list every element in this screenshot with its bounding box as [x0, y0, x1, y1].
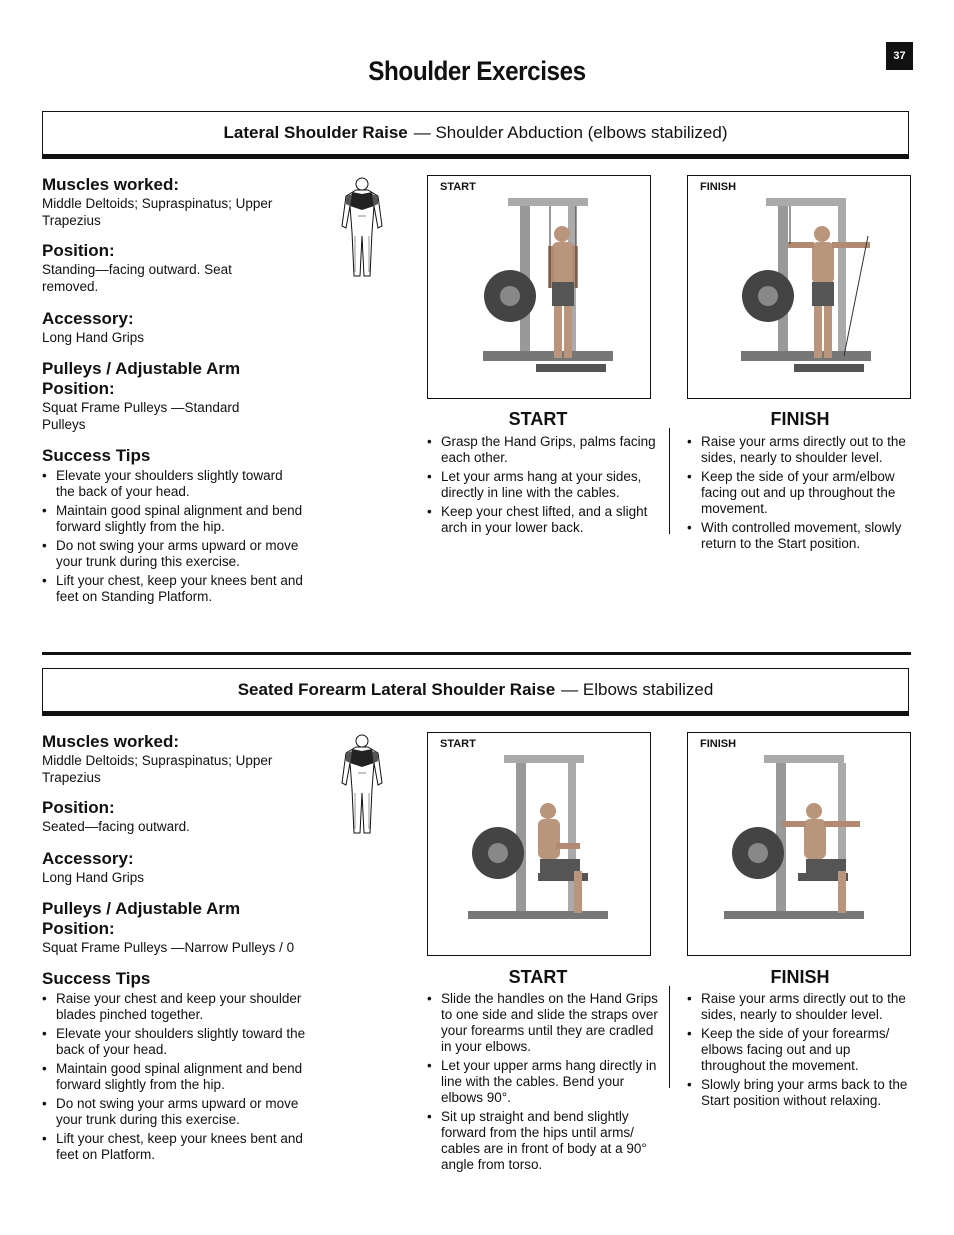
list-item: • Lift your chest, keep your knees bent and feet on Standing Platform. — [42, 573, 304, 605]
list-item: • Maintain good spinal alignment and bend forward slightly from the hip. — [42, 503, 304, 535]
list-item: • Slowly bring your arms back to the Start position without relaxing. — [687, 1077, 911, 1109]
section-divider — [42, 652, 911, 655]
photo-finish — [687, 175, 911, 399]
finish-heading: FINISH — [770, 409, 830, 429]
list-item: • Raise your arms directly out to the sides, nearly to shoulder level. — [687, 991, 911, 1023]
gym-machine-seated-start-image — [428, 733, 650, 955]
page-number: 37 — [886, 42, 913, 70]
position-text: Seated—facing outward. — [42, 819, 190, 834]
pulley-label-2: Position: — [42, 919, 115, 938]
list-item: • Elevate your shoulders slightly toward the back of your head. — [42, 468, 304, 500]
position-label: Position: — [42, 241, 115, 260]
list-item: • Maintain good spinal alignment and bend forward slightly from the hip. — [42, 1061, 314, 1093]
start-heading: START — [508, 409, 568, 429]
photo-tag: START — [440, 181, 476, 193]
gym-machine-standing-finish-image — [688, 176, 910, 398]
list-item: • Sit up straight and bend slightly forward from the hips until arms/ cables are in front of body at a 90° angle from torso. — [427, 1109, 661, 1173]
muscles-text: Middle Deltoids; Supraspinatus; Upper Trapezius — [42, 196, 273, 228]
accessory-label: Accessory: — [42, 309, 134, 328]
start-steps-list — [427, 991, 661, 1176]
list-item: • Raise your arms directly out to the sides, nearly to shoulder level. — [687, 434, 911, 466]
tips-label: Success Tips — [42, 446, 151, 465]
page-title: Shoulder Exercises — [368, 56, 586, 86]
photo-start — [427, 175, 651, 399]
list-item: • Keep the side of your arm/elbow facing out and up throughout the movement. — [687, 469, 911, 517]
list-item: • Grasp the Hand Grips, palms facing each other. — [427, 434, 657, 466]
position-label: Position: — [42, 798, 115, 817]
list-item: • With controlled movement, slowly return to the Start position. — [687, 520, 911, 552]
position-text: Standing—facing outward. Seat removed. — [42, 262, 232, 294]
section-2-info — [42, 732, 312, 1166]
accessory-text: Long Hand Grips — [42, 870, 145, 885]
tips-list — [42, 468, 304, 605]
section-title-bold: Lateral Shoulder Raise — [223, 123, 408, 142]
gym-machine-seated-finish-image — [688, 733, 910, 955]
photo-start — [427, 732, 651, 956]
tips-label: Success Tips — [42, 969, 151, 988]
muscles-text: Middle Deltoids; Supraspinatus; Upper Trapezius — [42, 753, 273, 785]
muscles-label: Muscles worked: — [42, 175, 179, 194]
list-item: • Let your arms hang at your sides, directly in line with the cables. — [427, 469, 657, 501]
finish-steps-list — [687, 434, 911, 555]
finish-heading: FINISH — [770, 967, 830, 987]
photo-tag: FINISH — [700, 181, 737, 193]
section-header-seated-raise — [42, 668, 909, 716]
pulley-text: Squat Frame Pulleys —Standard Pulleys — [42, 400, 240, 432]
list-item: • Do not swing your arms upward or move your trunk during this exercise. — [42, 538, 304, 570]
section-title-rest: — Shoulder Abduction (elbows stabilized) — [413, 123, 728, 142]
list-item: • Raise your chest and keep your shoulder blades pinched together. — [42, 991, 314, 1023]
section-title-bold: Seated Forearm Lateral Shoulder Raise — [237, 680, 556, 699]
accessory-text: Long Hand Grips — [42, 330, 145, 345]
photo-finish — [687, 732, 911, 956]
accessory-label: Accessory: — [42, 849, 134, 868]
divider — [669, 428, 670, 534]
photo-tag: START — [440, 738, 476, 750]
section-header-lateral-raise — [42, 111, 909, 159]
start-steps-list — [427, 434, 657, 539]
list-item: • Let your upper arms hang directly in line with the cables. Bend your elbows 90°. — [427, 1058, 661, 1106]
list-item: • Keep your chest lifted, and a slight arch in your lower back. — [427, 504, 657, 536]
list-item: • Elevate your shoulders slightly toward the back of your head. — [42, 1026, 314, 1058]
photo-tag: FINISH — [700, 738, 737, 750]
divider — [669, 986, 670, 1088]
muscle-figure-icon — [338, 733, 386, 839]
pulley-text: Squat Frame Pulleys —Narrow Pulleys / 0 — [42, 940, 295, 955]
finish-steps-list — [687, 991, 911, 1112]
pulley-label: Pulleys / Adjustable Arm — [42, 359, 241, 378]
gym-machine-standing-start-image — [428, 176, 650, 398]
muscles-label: Muscles worked: — [42, 732, 179, 751]
list-item: • Keep the side of your forearms/ elbows facing out and up throughout the movement. — [687, 1026, 911, 1074]
list-item: • Lift your chest, keep your knees bent and feet on Platform. — [42, 1131, 314, 1163]
start-heading: START — [508, 967, 568, 987]
muscle-figure-icon — [338, 176, 386, 282]
section-1-info — [42, 175, 312, 608]
tips-list — [42, 991, 314, 1163]
pulley-label-2: Position: — [42, 379, 115, 398]
section-title-rest: — Elbows stabilized — [561, 680, 714, 699]
list-item: • Do not swing your arms upward or move your trunk during this exercise. — [42, 1096, 314, 1128]
list-item: • Slide the handles on the Hand Grips to one side and slide the straps over your forearms until they are cradled in your elbows. — [427, 991, 661, 1055]
pulley-label: Pulleys / Adjustable Arm — [42, 899, 241, 918]
